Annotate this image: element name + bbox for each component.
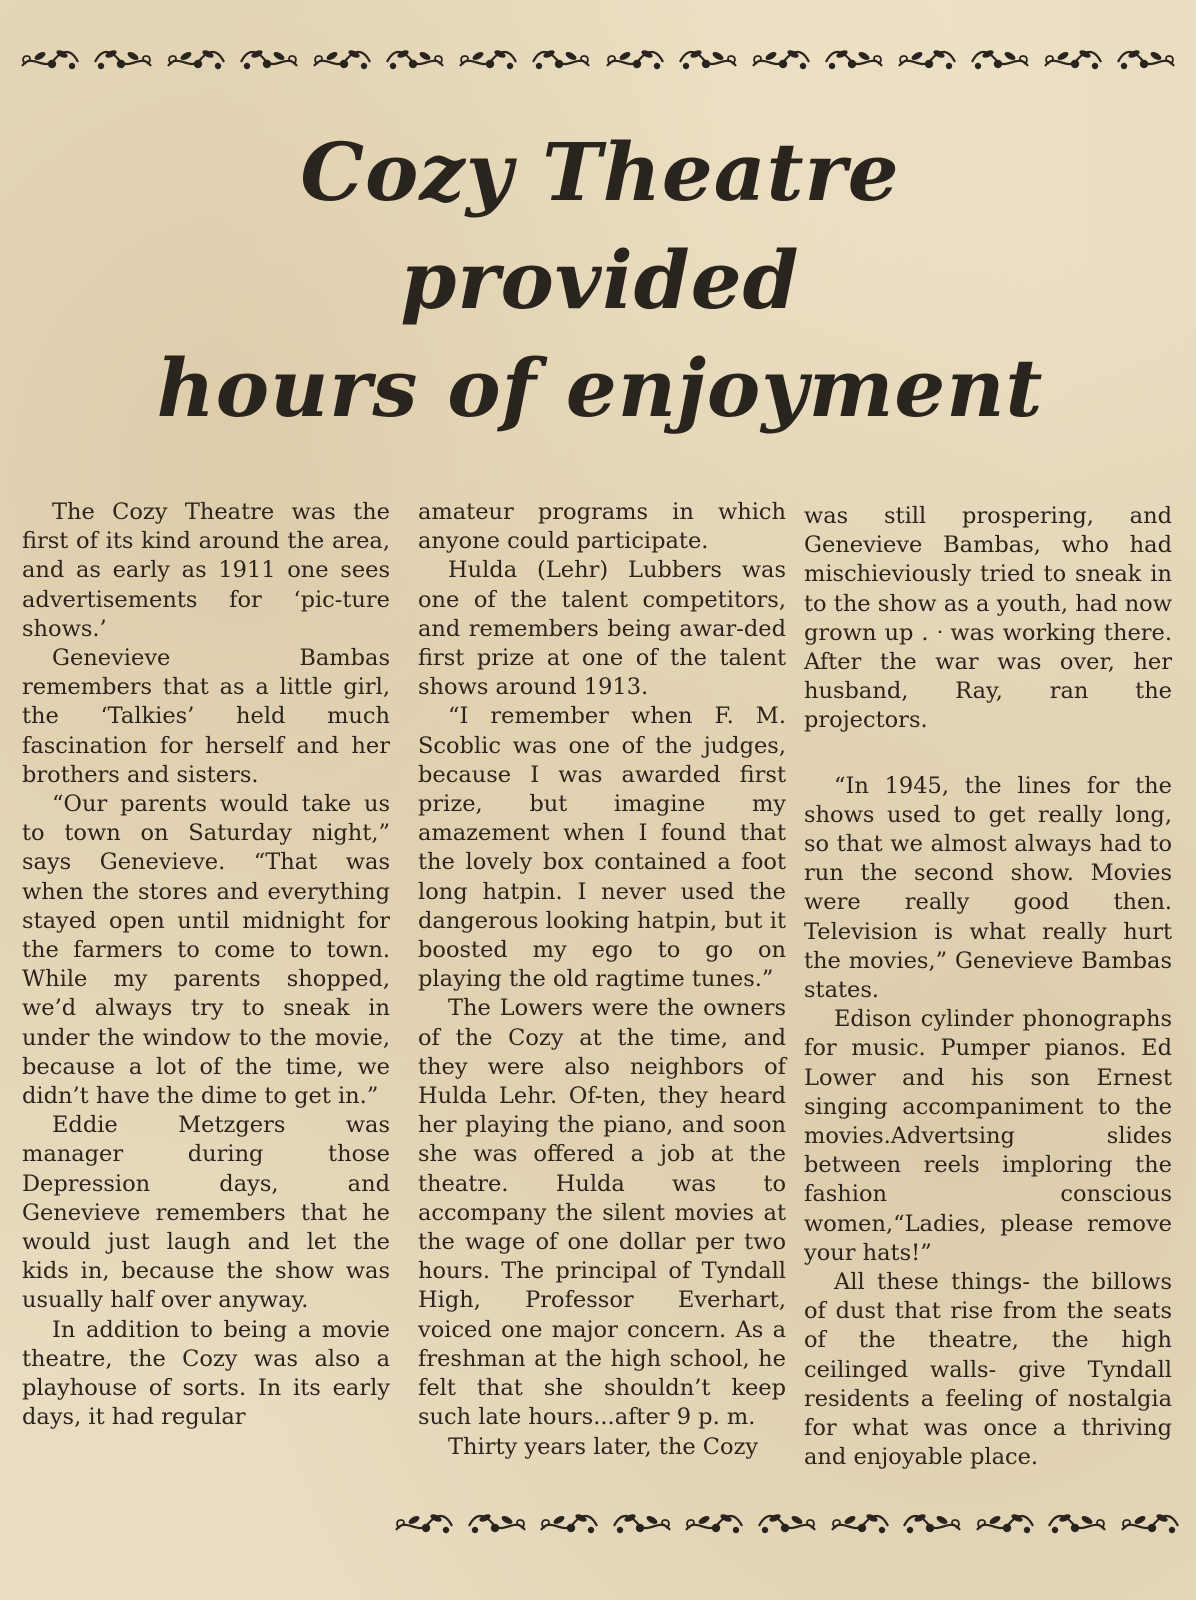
paragraph: “In 1945, the lines for the shows used to get really long, so that we almost always had to run the second show. Movies were really good then. Television is what really hurt the movies,” Genevieve Bambas states. bbox=[804, 772, 1172, 1004]
floral-vine-icon bbox=[749, 42, 813, 78]
article-column-3 bbox=[804, 502, 1172, 1473]
article-column-1 bbox=[22, 498, 390, 1433]
floral-vine-icon bbox=[392, 1506, 456, 1542]
floral-vine-icon bbox=[164, 42, 228, 78]
headline-line-3: hours of enjoyment bbox=[156, 341, 1044, 435]
floral-vine-icon bbox=[676, 42, 740, 78]
floral-vine-icon bbox=[1114, 42, 1178, 78]
paragraph: Genevieve Bambas remembers that as a little girl, the ‘Talkies’ held much fascination for herself and her brothers and sisters. bbox=[22, 645, 390, 788]
article-headline bbox=[40, 118, 1160, 442]
paragraph: The Lowers were the owners of the Cozy at the time, and they were also neighbors of Hulda Lehr. Of-ten, they heard her playing the piano, and soon she was offered a job at the theatre. Hulda was to accompany the silent movies at the wage of one dollar per two hours. The principal of Tyndall High, Professor Everhart, voiced one major concern. As a freshman at the high school, he felt that she shouldn’t keep such late hours...after 9 p. m. bbox=[418, 995, 786, 1431]
paragraph: In addition to being a movie theatre, the Cozy was also a playhouse of sorts. In its early days, it had regular bbox=[22, 1316, 390, 1431]
floral-vine-icon bbox=[610, 1506, 674, 1542]
paragraph: All these things- the billows of dust that rise from the seats of the theatre, the high ceilinged walls- give Tyndall residents a feeling of nostalgia for what was once a thriving and enjoyable place. bbox=[804, 1269, 1172, 1471]
floral-vine-icon bbox=[822, 42, 886, 78]
paragraph: “I remember when F. M. Scoblic was one of the judges, because I was awarded first prize, but imagine my amazement when I found that the lovely box contained a foot long hatpin. I never used the dangerous looking hatpin, but it boosted my ego to go on playing the old ragtime tunes.” bbox=[418, 703, 786, 993]
floral-vine-icon bbox=[973, 1506, 1037, 1542]
floral-vine-icon bbox=[1041, 42, 1105, 78]
floral-vine-icon bbox=[968, 42, 1032, 78]
column-spacer bbox=[804, 736, 1172, 772]
paragraph: The Cozy Theatre was the first of its kind around the area, and as early as 1911 one sees advertisements for ‘pic-ture shows.’ bbox=[22, 499, 390, 642]
floral-vine-icon bbox=[310, 42, 374, 78]
floral-vine-icon bbox=[529, 42, 593, 78]
floral-vine-icon bbox=[682, 1506, 746, 1542]
floral-vine-icon bbox=[91, 42, 155, 78]
floral-vine-icon bbox=[383, 42, 447, 78]
paragraph: was still prospering, and Genevieve Bambas, who had mischieviously tried to sneak in to the show as a youth, had now grown up . ᐧ was working there. After the war was over, her husband, Ray, ran the projectors. bbox=[804, 503, 1172, 734]
floral-vine-icon bbox=[828, 1506, 892, 1542]
paragraph: Hulda (Lehr) Lubbers was one of the talent competitors, and remembers being awar-ded first prize at one of the talent shows around 1913. bbox=[418, 557, 786, 701]
paragraph: amateur programs in which anyone could participate. bbox=[418, 499, 786, 555]
floral-vine-icon bbox=[603, 42, 667, 78]
top-floral-border bbox=[18, 40, 1178, 80]
floral-vine-icon bbox=[456, 42, 520, 78]
paragraph: Eddie Metzgers was manager during those Depression days, and Genevieve remembers that he would just laugh and let the kids in, because the show was usually half over anyway. bbox=[22, 1112, 390, 1314]
headline-line-1: Cozy Theatre bbox=[300, 125, 900, 219]
floral-vine-icon bbox=[465, 1506, 529, 1542]
article-column-2 bbox=[418, 498, 786, 1462]
article-body bbox=[22, 498, 1182, 1510]
bottom-floral-border bbox=[392, 1504, 1182, 1544]
floral-vine-icon bbox=[755, 1506, 819, 1542]
floral-vine-icon bbox=[895, 42, 959, 78]
floral-vine-icon bbox=[1118, 1506, 1182, 1542]
paragraph: “Our parents would take us to town on Saturday night,” says Genevieve. “That was when the stores and everything stayed open until midnight for the farmers to come to town. While my parents shopped, we’d always try to sneak in under the window to the movie, because a lot of the time, we didn’t have the dime to get in.” bbox=[22, 791, 390, 1110]
paragraph: Thirty years later, the Cozy bbox=[448, 1433, 759, 1460]
floral-vine-icon bbox=[18, 42, 82, 78]
floral-vine-icon bbox=[1045, 1506, 1109, 1542]
floral-vine-icon bbox=[537, 1506, 601, 1542]
floral-vine-icon bbox=[237, 42, 301, 78]
floral-vine-icon bbox=[900, 1506, 964, 1542]
paragraph: Edison cylinder phonographs for music. Pumper pianos. Ed Lower and his son Ernest singing accompaniment to the movies.Advertsing slides between reels imploring the fashion conscious women,“Ladies, please remove your hats!” bbox=[804, 1006, 1172, 1266]
headline-line-2: provided bbox=[400, 233, 800, 327]
